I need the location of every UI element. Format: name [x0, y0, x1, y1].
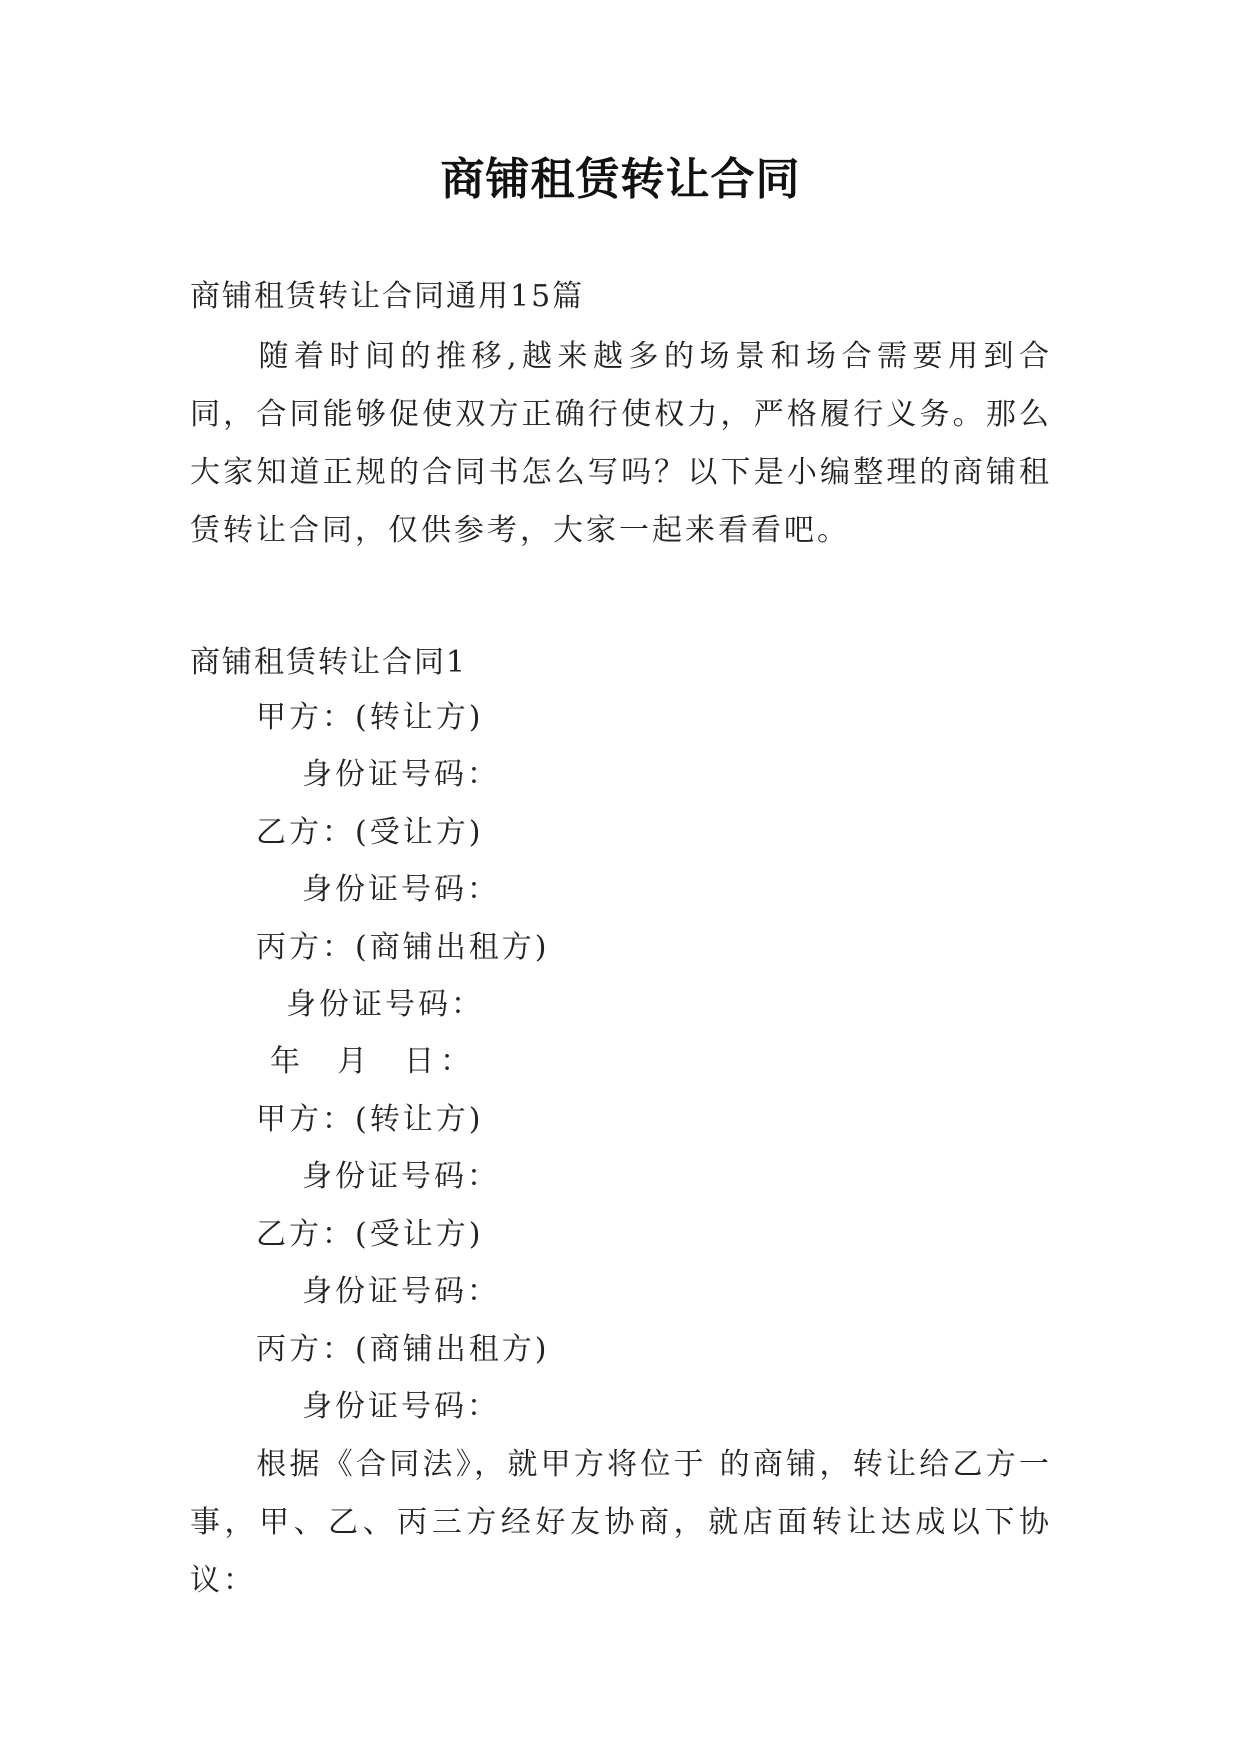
closing-paragraph	[190, 1436, 1052, 1610]
section-heading: 商铺租赁转让合同1	[190, 645, 468, 680]
party-c-id-line-2: 身份证号码：	[302, 1389, 500, 1424]
party-c-line-2: 丙方：(商铺出租方)	[256, 1332, 550, 1367]
party-b-line: 乙方：(受让方)	[256, 815, 484, 850]
party-b-line-2: 乙方：(受让方)	[256, 1217, 484, 1252]
party-a-id-line: 身份证号码：	[302, 757, 500, 792]
intro-text: 随着时间的推移,越来越多的场景和场合需要用到合同，合同能够促使双方正确行使权力，严格履行义务。那么大家知道正规的合同书怎么写吗？以下是小编整理的商铺租赁转让合同，仅供参考，大家一起来看看吧。	[190, 339, 1052, 548]
party-a-line: 甲方：(转让方)	[256, 700, 484, 735]
date-line: 年 月 日：	[270, 1044, 477, 1079]
document-subtitle: 商铺租赁转让合同通用15篇	[190, 279, 585, 314]
party-b-id-line-2: 身份证号码：	[302, 1274, 500, 1309]
party-a-line-2: 甲方：(转让方)	[256, 1102, 484, 1137]
closing-text: 根据《合同法》，就甲方将位于 的商铺，转让给乙方一事，甲、乙、丙三方经好友协商，就店面转让达成以下协议：	[190, 1447, 1052, 1598]
party-b-id-line: 身份证号码：	[302, 872, 500, 907]
intro-paragraph	[190, 328, 1052, 560]
party-c-line: 丙方：(商铺出租方)	[256, 930, 550, 965]
document-title: 商铺租赁转让合同	[440, 154, 801, 205]
party-c-id-line: 身份证号码：	[286, 987, 484, 1022]
party-a-id-line-2: 身份证号码：	[302, 1159, 500, 1194]
